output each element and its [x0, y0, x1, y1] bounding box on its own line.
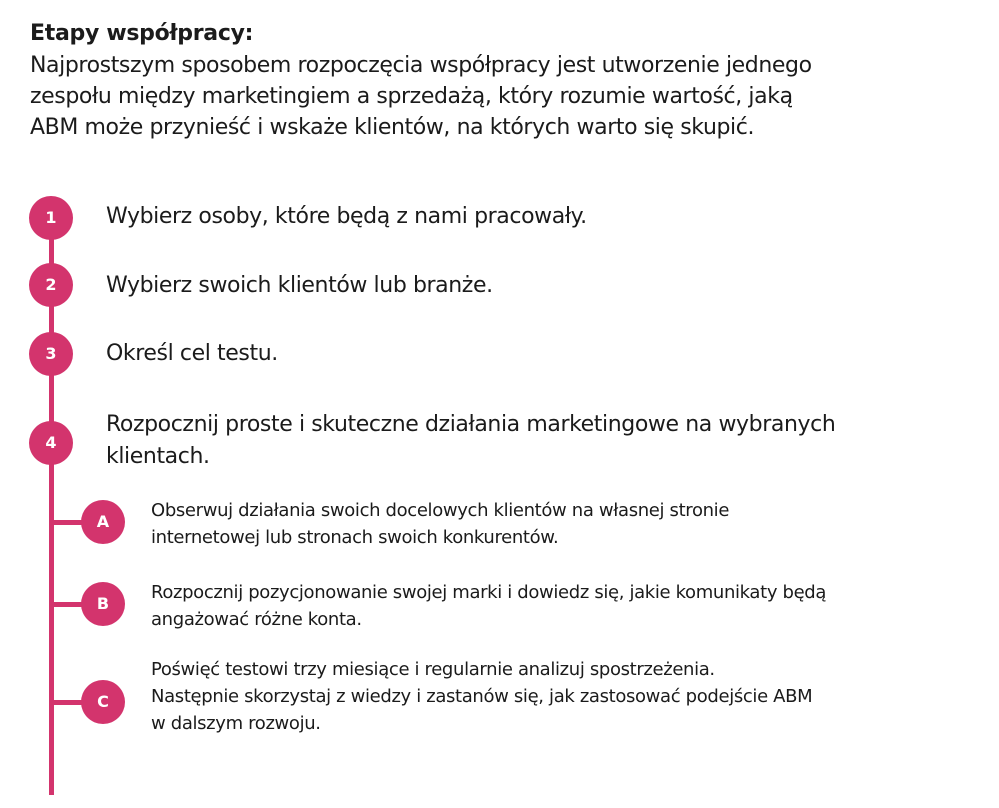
step-text-line: Określ cel testu.: [106, 341, 278, 366]
substep-text-line: Poświęć testowi trzy miesiące i regularnie analizuj spostrzeżenia.: [151, 659, 715, 680]
substep-c-badge: C: [81, 680, 125, 724]
substep-text-line: w dalszym rozwoju.: [151, 713, 321, 734]
step-4-badge: 4: [29, 421, 73, 465]
substep-a-text: [151, 497, 729, 551]
substep-text-line: Następnie skorzystaj z wiedzy i zastanów się, jak zastosować podejście ABM: [151, 686, 813, 707]
intro-line: ABM może przynieść i wskaże klientów, na których warto się skupić.: [30, 115, 755, 140]
step-text-line: Wybierz osoby, które będą z nami pracowały.: [106, 204, 587, 229]
step-text-line: Rozpocznij proste i skuteczne działania marketingowe na wybranych: [106, 412, 836, 437]
step-text-line: klientach.: [106, 444, 210, 469]
step-3-text: [106, 338, 278, 370]
section-heading: Etapy współpracy:: [30, 21, 254, 46]
substep-b-badge: B: [81, 582, 125, 626]
substep-text-line: angażować różne konta.: [151, 609, 362, 630]
step-4-text: [106, 409, 835, 473]
intro-line: zespołu między marketingiem a sprzedażą, który rozumie wartość, jaką: [30, 84, 793, 109]
substep-text-line: internetowej lub stronach swoich konkurentów.: [151, 527, 559, 548]
intro-line: Najprostszym sposobem rozpoczęcia współpracy jest utworzenie jednego: [30, 53, 812, 78]
substep-b-text: [151, 579, 826, 633]
substep-text-line: Obserwuj działania swoich docelowych klientów na własnej stronie: [151, 500, 730, 521]
step-2-text: [106, 270, 493, 302]
step-2-badge: 2: [29, 263, 73, 307]
step-text-line: Wybierz swoich klientów lub branże.: [106, 273, 493, 298]
step-1-text: [106, 201, 587, 233]
intro-paragraph: [30, 50, 980, 143]
step-3-badge: 3: [29, 332, 73, 376]
substep-c-text: [151, 656, 812, 737]
substep-text-line: Rozpocznij pozycjonowanie swojej marki i dowiedz się, jakie komunikaty będą: [151, 582, 827, 603]
substep-a-badge: A: [81, 500, 125, 544]
step-1-badge: 1: [29, 196, 73, 240]
